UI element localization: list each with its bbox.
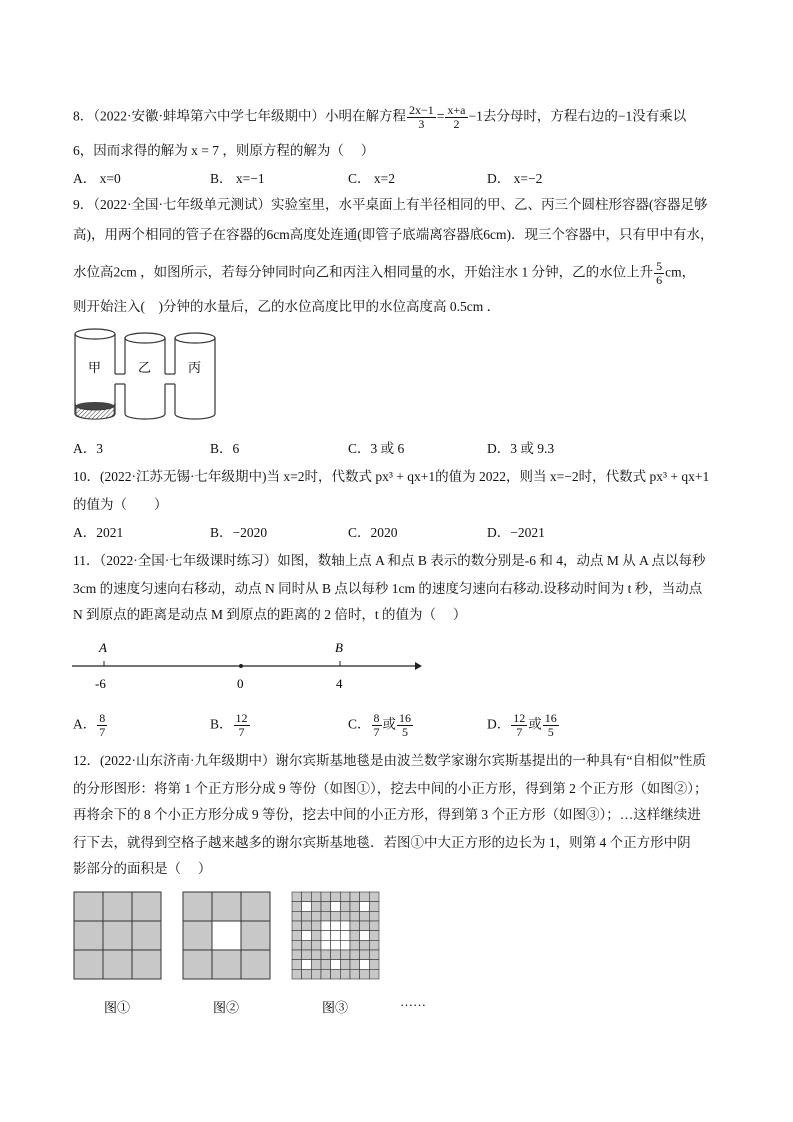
carpet-hole	[321, 931, 331, 941]
carpet-cell	[350, 931, 360, 941]
q11-line3: N 到原点的距离是动点 M 到原点的距离的 2 倍时，t 的值为（ ）	[73, 607, 467, 622]
carpet-hole	[212, 921, 241, 950]
carpet-cell	[292, 931, 302, 941]
carpet-cell	[369, 950, 379, 960]
carpet-cell	[241, 892, 270, 921]
q9-line3-pre: 水位高2cm ，如图所示，若每分钟同时向乙和丙注入相同量的水，开始注水 1 分钟，乙的水位上升	[73, 264, 654, 280]
carpet-hole	[321, 921, 331, 931]
q11-line1: 11．（2022·全国·七年级课时练习）如图，数轴上点 A 和点 B 表示的数分别是-6 和 4，动点 M 从 A 点以每秒	[73, 553, 706, 568]
q8-line1-post: −1去分母时，方程右边的−1没有乘以	[468, 108, 687, 124]
carpet-cell	[74, 892, 103, 921]
q8-frac1-numerator: 2x−1	[409, 103, 434, 117]
q8-frac2-numerator: x+a	[447, 103, 466, 117]
carpet-cell	[331, 950, 341, 960]
q11-tick-o-label: 0	[237, 676, 244, 691]
q12-caption-1: 图①	[104, 1000, 131, 1015]
carpet-cell	[360, 921, 370, 931]
carpet-cell	[311, 931, 321, 941]
carpet-cell	[311, 902, 321, 912]
carpet-cell	[241, 921, 270, 950]
carpet-cell	[369, 892, 379, 902]
carpet-hole	[321, 940, 331, 950]
q12-sierpinski-figures	[72, 890, 472, 1020]
carpet-cell	[183, 892, 212, 921]
carpet-cell	[360, 892, 370, 902]
q9-water-fill	[76, 402, 114, 419]
carpet-hole	[331, 921, 341, 931]
carpet-cell	[311, 921, 321, 931]
q9-label-jia: 甲	[88, 360, 102, 375]
carpet-cell	[292, 911, 302, 921]
q8-frac1-denominator: 3	[418, 117, 425, 131]
carpet-cell	[212, 892, 241, 921]
q11-point-a-label: A	[99, 640, 107, 655]
q9-frac-denominator: 6	[656, 273, 663, 287]
q9-cylinders-figure	[70, 326, 230, 426]
q11-axis-arrow	[415, 662, 422, 670]
carpet-cell	[350, 911, 360, 921]
carpet-cell	[292, 950, 302, 960]
q12-line2: 的分形图形：将第 1 个正方形分成 9 等份（如图①），挖去中间的小正方形，得到第 2 个正方形（如图②）；	[73, 781, 708, 796]
q10-option-d: D．−2021	[487, 525, 545, 540]
q8-option-d: D． x=−2	[487, 171, 543, 186]
carpet-cell	[311, 950, 321, 960]
q9-label-yi: 乙	[138, 360, 152, 375]
q11-number-line	[70, 636, 430, 694]
carpet-cell	[132, 950, 161, 979]
q10-option-a: A．2021	[73, 525, 124, 540]
carpet-cell	[321, 969, 331, 979]
carpet-cell	[103, 892, 132, 921]
carpet-cell	[321, 950, 331, 960]
q8-option-b: B． x=−1	[210, 171, 265, 186]
carpet-cell	[292, 892, 302, 902]
q9-option-a: A．3	[73, 441, 103, 456]
q8-frac2-denominator: 2	[453, 117, 460, 131]
q9-line2: 高)，用两个相同的管子在容器的6cm高度处连通(即管子底端离容器底6cm)．现三个容器中，只有甲中有水，	[73, 227, 714, 242]
q12-line5: 影部分的面积是（ ）	[73, 861, 212, 876]
carpet-cell	[340, 969, 350, 979]
carpet-cell	[321, 892, 331, 902]
q12-line3: 再将余下的 8 个小正方形分成 9 等份，挖去中间的小正方形，得到第 3 个正方形（如图③）；…这样继续进	[73, 807, 701, 822]
carpet-cell	[311, 911, 321, 921]
carpet-cell	[292, 960, 302, 970]
carpet-cell	[292, 902, 302, 912]
carpet-cell	[360, 911, 370, 921]
carpet-cell	[340, 960, 350, 970]
carpet-cell	[74, 921, 103, 950]
q9-line3-post: cm，	[665, 264, 696, 280]
carpet-cell	[311, 892, 321, 902]
carpet-hole	[331, 902, 341, 912]
carpet-cell	[350, 969, 360, 979]
carpet-cell	[369, 931, 379, 941]
carpet-cell	[302, 911, 312, 921]
carpet-cell	[311, 969, 321, 979]
carpet-cell	[350, 960, 360, 970]
carpet-hole	[340, 921, 350, 931]
q9-label-bing: 丙	[188, 360, 202, 375]
q9-line4: 则开始注入( )分钟的水量后，乙的水位高度比甲的水位高度高 0.5cm ．	[73, 299, 501, 314]
carpet-cell	[292, 940, 302, 950]
q10-line1: 10．(2022·江苏无锡·七年级期中)当 x=2时，代数式 px³ + qx+1的值为 2022，则当 x=−2时，代数式 px³ + qx+1	[73, 469, 710, 484]
carpet-cell	[74, 950, 103, 979]
q8-line1-pre: 8．（2022·安徽·蚌埠第六中学七年级期中）小明在解方程	[73, 108, 406, 124]
q11-line2: 3cm 的速度匀速向右移动，动点 N 同时从 B 点以每秒 1cm 的速度匀速向右移动.设移动时间为 t 秒，当动点	[73, 581, 703, 596]
q11-option-d: D． $\frac{12}{7}$ 或 $\frac{16}{5}$	[487, 711, 557, 739]
carpet-hole	[360, 902, 370, 912]
q8-equals: =	[436, 108, 445, 124]
q9-fraction	[654, 260, 664, 287]
carpet-cell	[360, 940, 370, 950]
carpet-cell	[331, 969, 341, 979]
carpet-cell	[350, 902, 360, 912]
carpet-cell	[321, 911, 331, 921]
carpet-cell	[360, 969, 370, 979]
carpet-cell	[103, 921, 132, 950]
carpet-cell	[369, 921, 379, 931]
carpet-cell	[369, 969, 379, 979]
carpet-cell	[360, 950, 370, 960]
carpet-cell	[340, 911, 350, 921]
q12-line4: 行下去，就得到空格子越来越多的谢尔宾斯基地毯．若图①中大正方形的边长为 1，则第 4 个正方形中阴	[73, 835, 691, 850]
carpet-hole	[302, 931, 312, 941]
carpet-cell	[321, 960, 331, 970]
q12-figure-1	[74, 892, 161, 979]
q9-option-c: C．3 或 6	[348, 441, 405, 456]
carpet-cell	[350, 940, 360, 950]
carpet-cell	[340, 950, 350, 960]
carpet-cell	[350, 950, 360, 960]
q11-origin-dot	[239, 664, 243, 668]
q11-tick-b-label: 4	[336, 676, 343, 691]
carpet-cell	[302, 940, 312, 950]
carpet-cell	[350, 921, 360, 931]
q12-line1: 12．(2022·山东济南·九年级期中）谢尔宾斯基地毯是由波兰数学家谢尔宾斯基提出的一种具有“自相似”性质	[73, 753, 706, 768]
q8-fraction-1	[407, 104, 436, 131]
q10-option-b: B．−2020	[210, 525, 268, 540]
carpet-cell	[369, 940, 379, 950]
q9-option-d: D．3 或 9.3	[487, 441, 555, 456]
q11-option-b: B． $\frac{12}{7}$	[210, 711, 248, 739]
carpet-cell	[311, 940, 321, 950]
carpet-cell	[292, 921, 302, 931]
q12-caption-2: 图②	[213, 1000, 240, 1015]
carpet-hole	[360, 931, 370, 941]
carpet-cell	[340, 892, 350, 902]
q8-line1	[73, 104, 686, 131]
carpet-hole	[331, 931, 341, 941]
q11-option-a: A． $\frac{8}{7}$	[73, 711, 106, 739]
carpet-cell	[369, 960, 379, 970]
carpet-cell	[132, 921, 161, 950]
carpet-cell	[183, 921, 212, 950]
carpet-cell	[103, 950, 132, 979]
q10-option-c: C．2020	[348, 525, 398, 540]
carpet-hole	[331, 960, 341, 970]
q9-frac-numerator: 5	[656, 259, 663, 273]
carpet-hole	[340, 940, 350, 950]
q10-line2: 的值为（ ）	[73, 497, 168, 512]
carpet-hole	[302, 960, 312, 970]
carpet-cell	[132, 892, 161, 921]
carpet-cell	[212, 950, 241, 979]
q11-point-b-label: B	[335, 640, 343, 655]
q9-line3	[73, 260, 695, 287]
carpet-cell	[340, 902, 350, 912]
carpet-cell	[302, 921, 312, 931]
carpet-cell	[369, 902, 379, 912]
q9-option-b: B．6	[210, 441, 240, 456]
q8-fraction-2	[445, 104, 467, 131]
q12-ellipsis: ……	[400, 994, 426, 1009]
carpet-cell	[241, 950, 270, 979]
carpet-hole	[340, 931, 350, 941]
carpet-cell	[292, 969, 302, 979]
q8-option-c: C． x=2	[348, 171, 395, 186]
carpet-cell	[369, 911, 379, 921]
carpet-cell	[311, 960, 321, 970]
q11-option-c: C． $\frac{8}{7}$ 或 $\frac{16}{5}$	[348, 711, 412, 739]
carpet-hole	[331, 940, 341, 950]
q9-line1: 9．（2022·全国·七年级单元测试）实验室里，水平桌面上有半径相同的甲、乙、丙三个圆柱形容器(容器足够	[73, 197, 708, 212]
q8-line2: 6，因而求得的解为 x = 7 ，则原方程的解为（ ）	[73, 143, 375, 158]
carpet-cell	[302, 950, 312, 960]
carpet-cell	[183, 950, 212, 979]
q12-figure-3	[292, 892, 379, 979]
carpet-hole	[360, 960, 370, 970]
carpet-cell	[302, 969, 312, 979]
q12-caption-3: 图③	[322, 1000, 349, 1015]
carpet-cell	[321, 902, 331, 912]
q8-option-a: A． x=0	[73, 171, 121, 186]
carpet-cell	[331, 892, 341, 902]
carpet-cell	[331, 911, 341, 921]
carpet-hole	[302, 902, 312, 912]
q12-figure-2	[183, 892, 270, 979]
carpet-cell	[302, 892, 312, 902]
carpet-cell	[350, 892, 360, 902]
q11-tick-a-label: -6	[95, 676, 106, 691]
